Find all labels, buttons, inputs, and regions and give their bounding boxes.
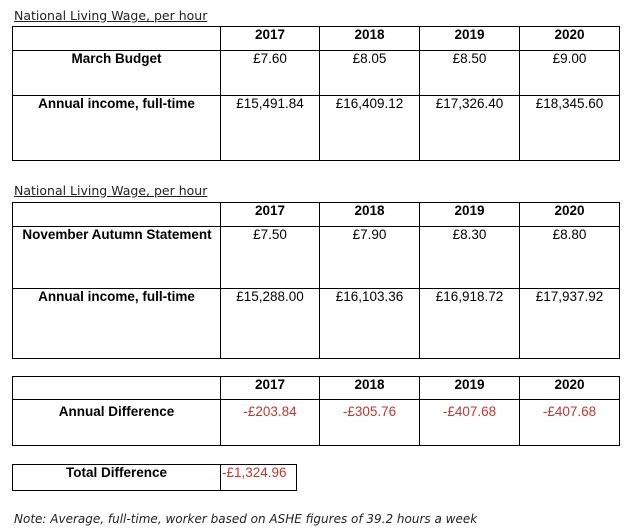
value-cell: £8.80 [520,227,620,289]
value-cell: £15,288.00 [221,289,320,359]
difference-cell: -£407.68 [520,400,620,446]
table-row [13,400,620,446]
value-cell: £17,326.40 [420,96,520,161]
row-label: Annual Difference [13,400,221,446]
difference-cell: -£407.68 [420,400,520,446]
table-row [13,51,620,96]
difference-cell: -£203.84 [221,400,320,446]
table-row [13,289,620,359]
value-cell: £18,345.60 [520,96,620,161]
year-2020: 2020 [520,27,620,51]
value-cell: £9.00 [520,51,620,96]
year-2018: 2018 [320,27,420,51]
year-2018: 2018 [320,203,420,227]
year-header-row [13,377,620,400]
row-label: November Autumn Statement [13,227,221,289]
year-2017: 2017 [221,203,320,227]
year-2018: 2018 [320,377,420,400]
value-cell: £7.90 [320,227,420,289]
row-label: Annual income, full-time [13,96,221,161]
year-2017: 2017 [221,377,320,400]
year-header-row [13,27,620,51]
value-cell: £16,918.72 [420,289,520,359]
value-cell: £7.60 [221,51,320,96]
table-caption-1: National Living Wage, per hour [14,8,208,23]
total-difference-table [12,464,297,491]
year-2020: 2020 [520,203,620,227]
total-label: Total Difference [13,465,221,491]
value-cell: £16,409.12 [320,96,420,161]
value-cell: £8.30 [420,227,520,289]
year-2019: 2019 [420,27,520,51]
row-label: March Budget [13,51,221,96]
table-row [13,227,620,289]
value-cell: £8.50 [420,51,520,96]
year-header-row [13,203,620,227]
year-2019: 2019 [420,377,520,400]
autumn-statement-table [12,202,620,359]
empty-cell [13,203,221,227]
row-label: Annual income, full-time [13,289,221,359]
year-2017: 2017 [221,27,320,51]
table-row [13,96,620,161]
table-caption-2: National Living Wage, per hour [14,183,208,198]
footnote: Note: Average, full-time, worker based on ASHE figures of 39.2 hours a week [14,512,478,526]
value-cell: £7.50 [221,227,320,289]
total-value: -£1,324.96 [221,465,297,491]
annual-difference-table [12,376,620,446]
value-cell: £15,491.84 [221,96,320,161]
empty-cell [13,377,221,400]
table-row [13,465,297,491]
year-2020: 2020 [520,377,620,400]
empty-cell [13,27,221,51]
value-cell: £8.05 [320,51,420,96]
year-2019: 2019 [420,203,520,227]
value-cell: £17,937.92 [520,289,620,359]
difference-cell: -£305.76 [320,400,420,446]
march-budget-table [12,26,620,161]
value-cell: £16,103.36 [320,289,420,359]
